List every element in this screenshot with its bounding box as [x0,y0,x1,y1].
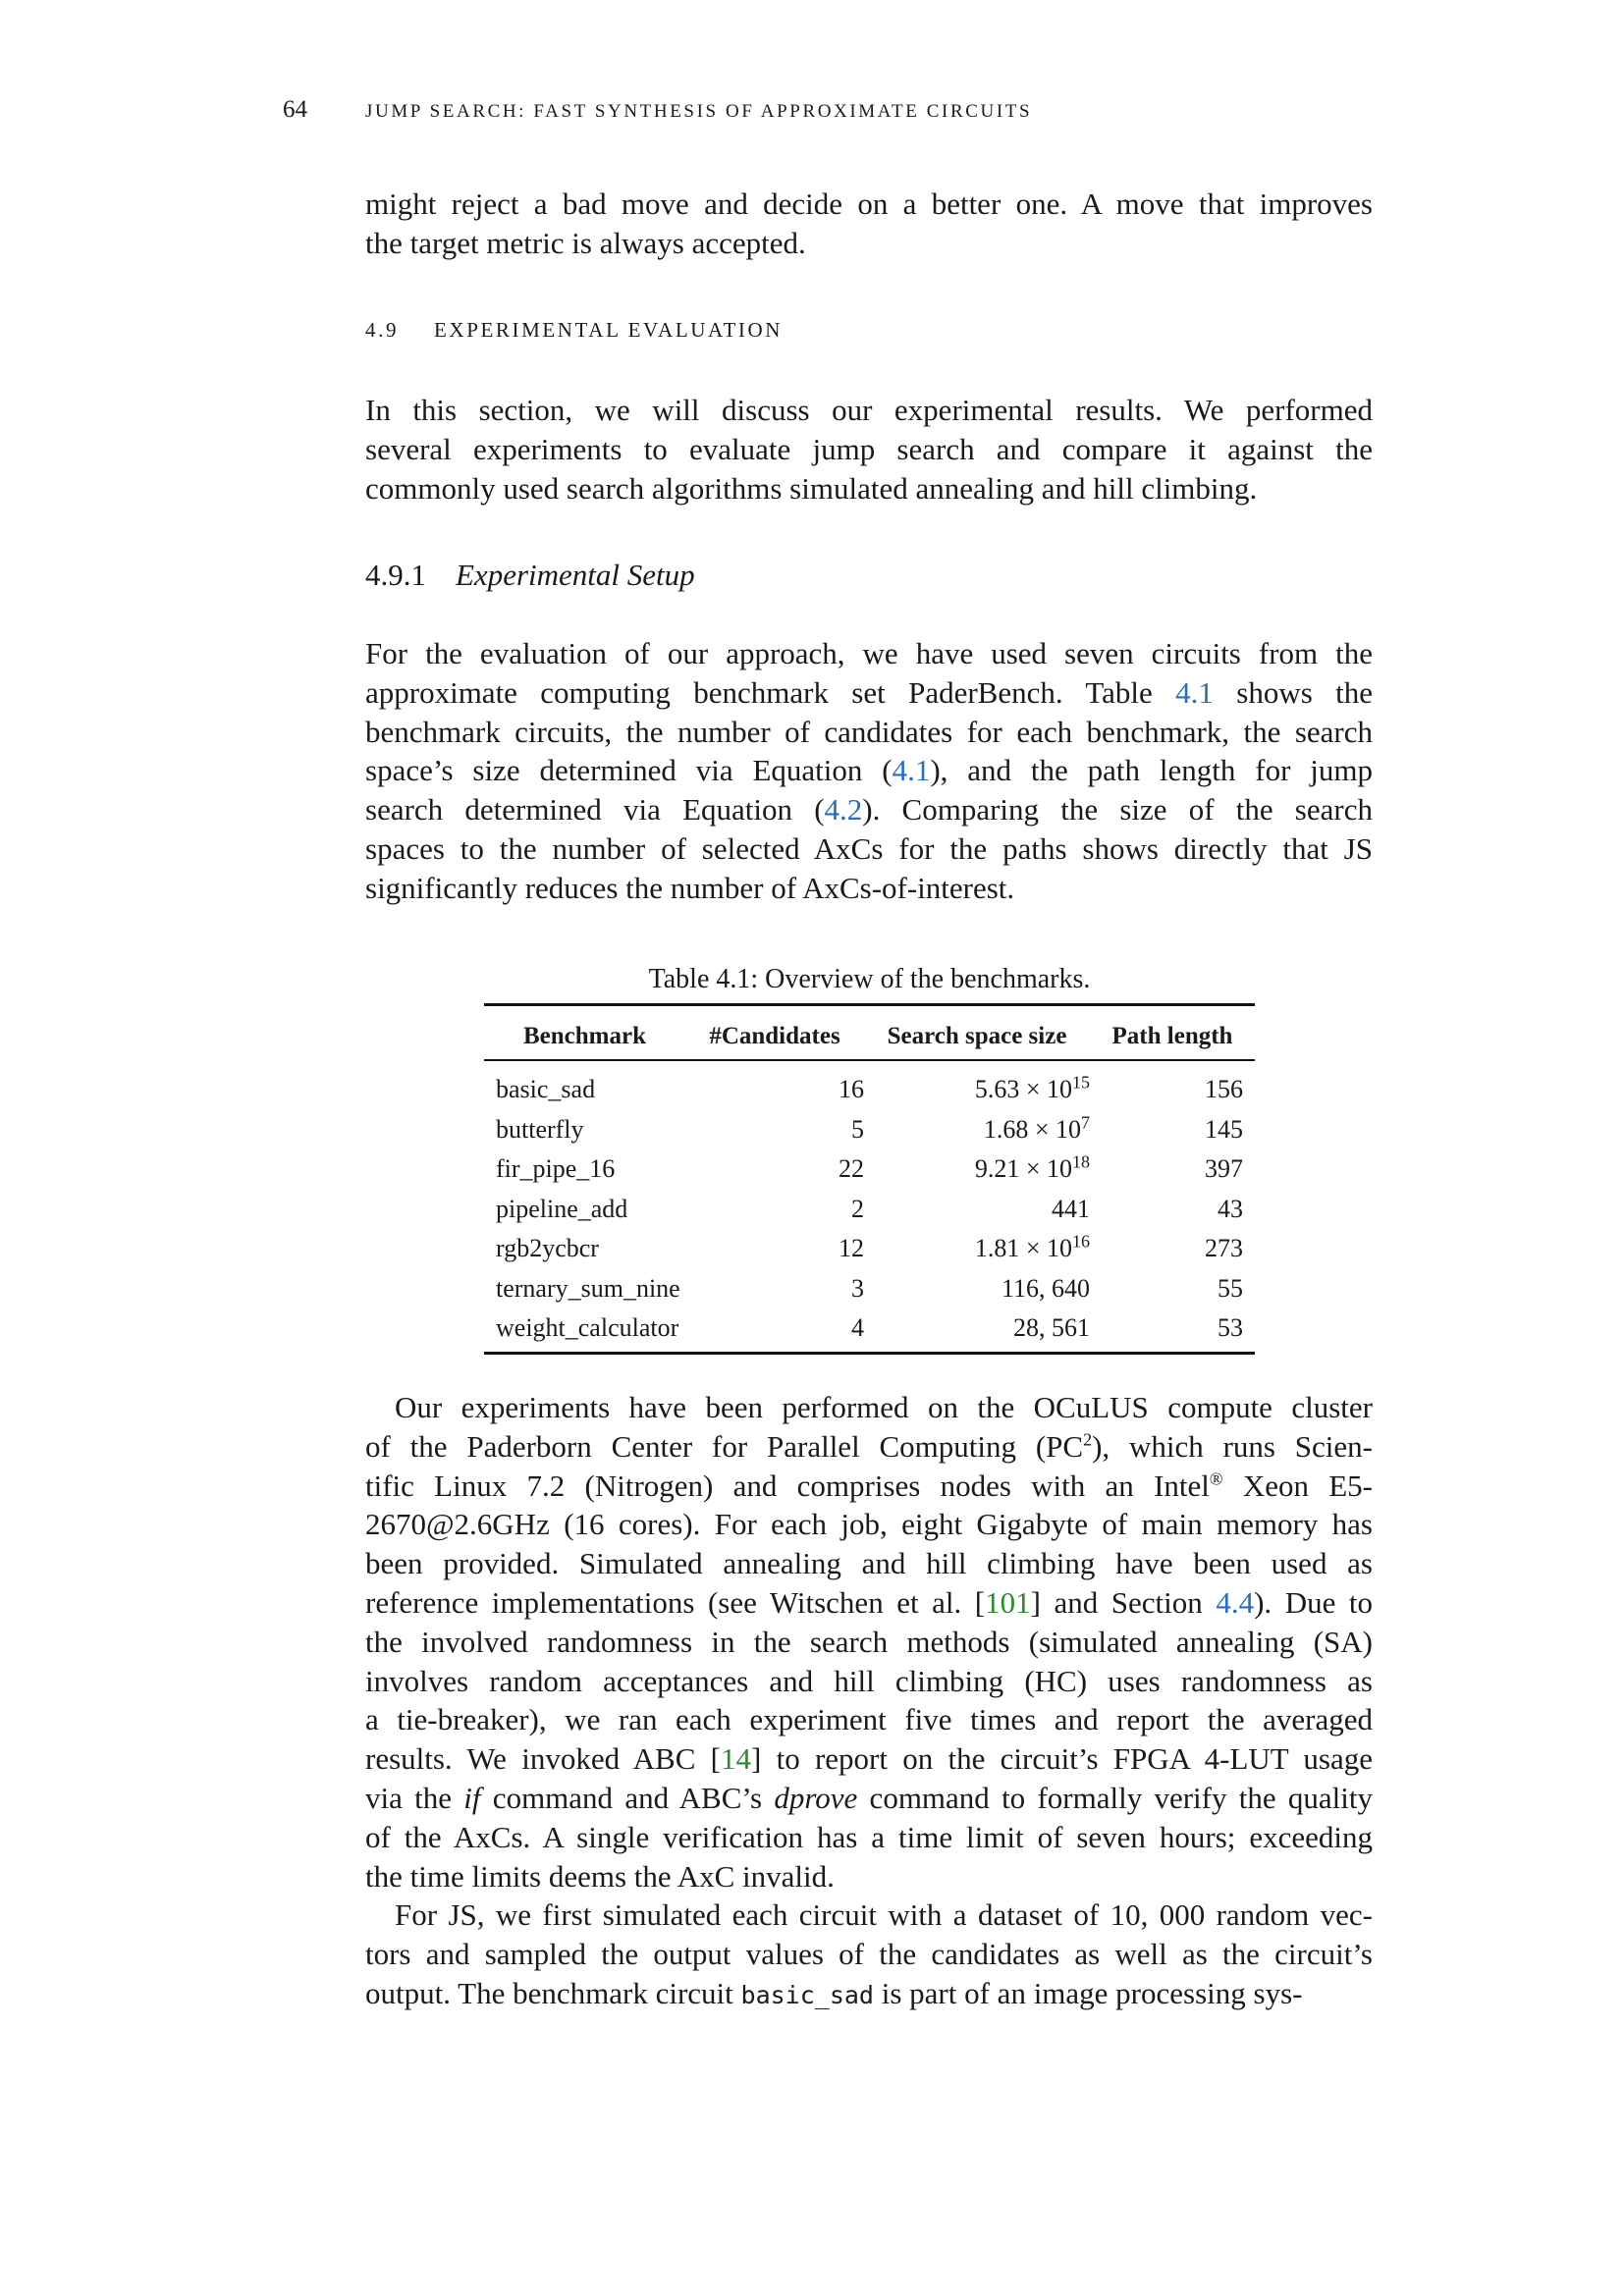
header-benchmark: Benchmark [523,1023,646,1049]
text-segment: reference implementations (see Witschen et al. [ [365,1584,986,1620]
text-line [365,1467,1373,1506]
search-space-mantissa: 5.63 [974,1075,1020,1104]
cell-benchmark: weight_calculator [496,1313,679,1343]
text-segment: Xeon E5- [1222,1468,1373,1503]
citation-link[interactable]: 101 [985,1584,1031,1620]
text-line [365,1779,1373,1818]
text-line [365,790,1373,829]
text-line [365,1427,1373,1467]
cell-benchmark: fir_pipe_16 [496,1154,616,1184]
text-segment: is part of an image processing sys- [873,1975,1303,2010]
text-segment: ). Due to [1254,1584,1373,1620]
text-segment: tific Linux 7.2 (Nitrogen) and comprises nodes with an Intel [365,1468,1210,1503]
cross-reference-link[interactable]: 4.4 [1216,1584,1255,1620]
text-segment: command to formally verify the quality [857,1780,1374,1815]
cell-search-space: $1.81 \times 10^{16}$ [974,1231,1090,1263]
cell-candidates: 22 [839,1154,864,1184]
cell-candidates: 16 [839,1075,864,1104]
text-line [365,185,1373,224]
text-segment: Our experiments have been performed on the OCuLUS compute cluster [395,1390,1373,1424]
italic-text: if [463,1780,481,1815]
cell-search-space: $9.21 \times 10^{18}$ [974,1151,1090,1184]
table-row [484,1149,1255,1190]
text-line [365,751,1373,790]
text-segment: ). Comparing the size of the search [862,792,1373,828]
text-segment: ] to report on the circuit’s FPGA 4-LUT usage [750,1741,1373,1777]
text-segment: the involved randomness in the search methods (simulated annealing (SA) [365,1624,1373,1659]
cell-candidates: 2 [851,1194,864,1223]
paragraph-continuation [365,185,1373,263]
text-segment: of the Paderborn Center for Parallel Computing (PC [365,1428,1084,1464]
header-search-space: Search space size [887,1023,1067,1049]
text-segment: For the evaluation of our approach, we have used seven circuits from the [365,636,1373,670]
text-segment: involves random acceptances and hill climbing (HC) uses randomness as [365,1663,1373,1698]
search-space-mantissa: 9.21 [974,1154,1020,1184]
cell-search-space: $5.63 \times 10^{15}$ [974,1072,1090,1104]
text-segment: benchmark circuits, the number of candidates for each benchmark, the search [365,714,1373,749]
search-space-value: 441 [1052,1194,1090,1223]
text-segment: been provided. Simulated annealing and hill climbing have been used as [365,1546,1373,1581]
text-line [365,1857,1373,1896]
cell-benchmark: rgb2ycbcr [496,1234,599,1263]
text-line [365,1623,1373,1662]
table-caption: Table 4.1: Overview of the benchmarks. [648,964,1091,994]
running-header [283,94,1033,126]
text-segment: ), and the path length for jump [930,753,1373,788]
table-row [484,1110,1255,1150]
cell-path-length: 145 [1205,1114,1243,1144]
text-line [365,1583,1373,1623]
text-segment: 2670@2.6GHz (16 cores). For each job, eight Gigabyte of main memory has [365,1507,1373,1542]
text-line [365,469,1373,508]
text-segment: command and ABC’s [480,1780,775,1815]
search-space-exponent: 15 [1072,1072,1090,1093]
cell-benchmark: ternary_sum_nine [496,1273,680,1303]
cell-benchmark: basic_sad [496,1075,596,1104]
header-path-length: Path length [1111,1023,1233,1049]
cell-benchmark: butterfly [496,1114,584,1144]
text-segment: commonly used search algorithms simulated annealing and hill climbing. [365,470,1258,506]
text-line [365,430,1373,469]
text-line [365,1662,1373,1701]
search-space-exponent: 7 [1081,1112,1090,1133]
italic-text: dprove [774,1780,858,1815]
subsection-title: Experimental Setup [456,558,695,592]
section-title: EXPERIMENTAL EVALUATION [434,318,784,342]
section-heading [365,318,784,343]
section-number: 4.9 [365,318,400,342]
text-segment: search determined via Equation ( [365,792,825,828]
header-candidates: #Candidates [709,1023,840,1049]
cell-candidates: 12 [839,1234,864,1263]
cell-path-length: 53 [1218,1313,1243,1343]
table-row [484,1229,1255,1269]
table-bottom-rule [484,1352,1255,1355]
text-line [365,713,1373,752]
text-segment: of the AxCs. A single verification has a time limit of seven hours; exceeding [365,1819,1373,1854]
paragraph-cluster [365,1388,1373,1896]
table-row [484,1269,1255,1309]
text-segment: tors and sampled the output values of the candidates as well as the circuit’s [365,1936,1373,1971]
text-line [365,634,1373,673]
text-segment: a tie-breaker), we ran each experiment five times and report the averaged [365,1702,1373,1737]
text-segment: shows the [1213,674,1373,710]
text-line [365,1700,1373,1739]
subsection-number: 4.9.1 [365,558,426,592]
cell-path-length: 156 [1205,1075,1243,1104]
text-line [365,391,1373,430]
cross-reference-link[interactable]: 4.1 [1175,674,1214,710]
text-segment: ), which runs Scien- [1092,1428,1373,1464]
text-segment: ] and Section [1030,1584,1217,1620]
search-space-exponent: 16 [1072,1231,1090,1252]
text-segment: the target metric is always accepted. [365,225,806,260]
superscript: ® [1209,1468,1223,1489]
text-segment: output. The benchmark circuit [365,1975,741,2010]
text-segment: space’s size determined via Equation ( [365,753,893,788]
text-segment: the time limits deems the AxC invalid. [365,1858,835,1894]
text-line [365,1818,1373,1857]
text-line [365,1896,1373,1935]
search-space-value: 116, 640 [1001,1273,1090,1303]
cross-reference-link[interactable]: 4.2 [824,792,863,828]
code-text: basic_sad [740,1980,874,2009]
text-line [365,1739,1373,1779]
table-row [484,1070,1255,1110]
text-line [365,224,1373,263]
table-top-rule [484,1003,1255,1006]
search-space-mantissa: 1.81 [974,1234,1020,1263]
text-segment: might reject a bad move and decide on a better one. A move that improves [365,187,1373,221]
table-header-row [484,1017,1255,1056]
paragraph-setup [365,634,1373,908]
subsection-heading [365,558,695,593]
text-line [365,673,1373,713]
search-space-mantissa: 1.68 [983,1114,1029,1144]
text-segment: via the [365,1780,464,1815]
search-space-exponent: 18 [1072,1151,1090,1172]
text-segment: approximate computing benchmark set PaderBench. Table [365,674,1176,710]
cell-candidates: 3 [851,1273,864,1303]
cell-path-length: 397 [1205,1154,1243,1184]
text-segment: For JS, we first simulated each circuit with a dataset of 10, 000 random vec- [395,1897,1373,1932]
text-segment: several experiments to evaluate jump search and compare it against the [365,431,1373,466]
text-line [365,869,1373,908]
text-line [365,1974,1373,2013]
citation-link[interactable]: 14 [720,1741,751,1777]
paragraph-intro [365,391,1373,507]
cross-reference-link[interactable]: 4.1 [892,753,931,788]
benchmark-table [484,1017,1255,1349]
search-space-value: 28, 561 [1013,1313,1090,1343]
cell-path-length: 273 [1205,1234,1243,1263]
text-segment: In this section, we will discuss our experimental results. We performed [365,393,1373,427]
text-segment: spaces to the number of selected AxCs for the paths shows directly that JS [365,830,1373,866]
text-line [365,829,1373,869]
text-line [365,1544,1373,1583]
text-segment: results. We invoked ABC [ [365,1741,721,1777]
cell-search-space [864,1308,1090,1349]
cell-search-space: $1.68 \times 10^7$ [983,1112,1090,1144]
table-row [484,1308,1255,1349]
page-number: 64 [283,96,307,123]
cell-benchmark: pipeline_add [496,1194,628,1223]
cell-search-space [864,1269,1090,1309]
cell-path-length: 55 [1218,1273,1243,1303]
text-line [365,1935,1373,1974]
text-line [365,1505,1373,1544]
paragraph-js [365,1896,1373,2012]
superscript: 2 [1083,1429,1093,1450]
cell-candidates: 5 [851,1114,864,1144]
cell-candidates: 4 [851,1313,864,1343]
table-row [484,1190,1255,1230]
cell-search-space [864,1190,1090,1230]
cell-path-length: 43 [1218,1194,1243,1223]
text-line [365,1388,1373,1427]
text-segment: significantly reduces the number of AxCs-of-interest. [365,870,1015,905]
running-title: JUMP SEARCH: FAST SYNTHESIS OF APPROXIMATE CIRCUITS [365,101,1033,122]
